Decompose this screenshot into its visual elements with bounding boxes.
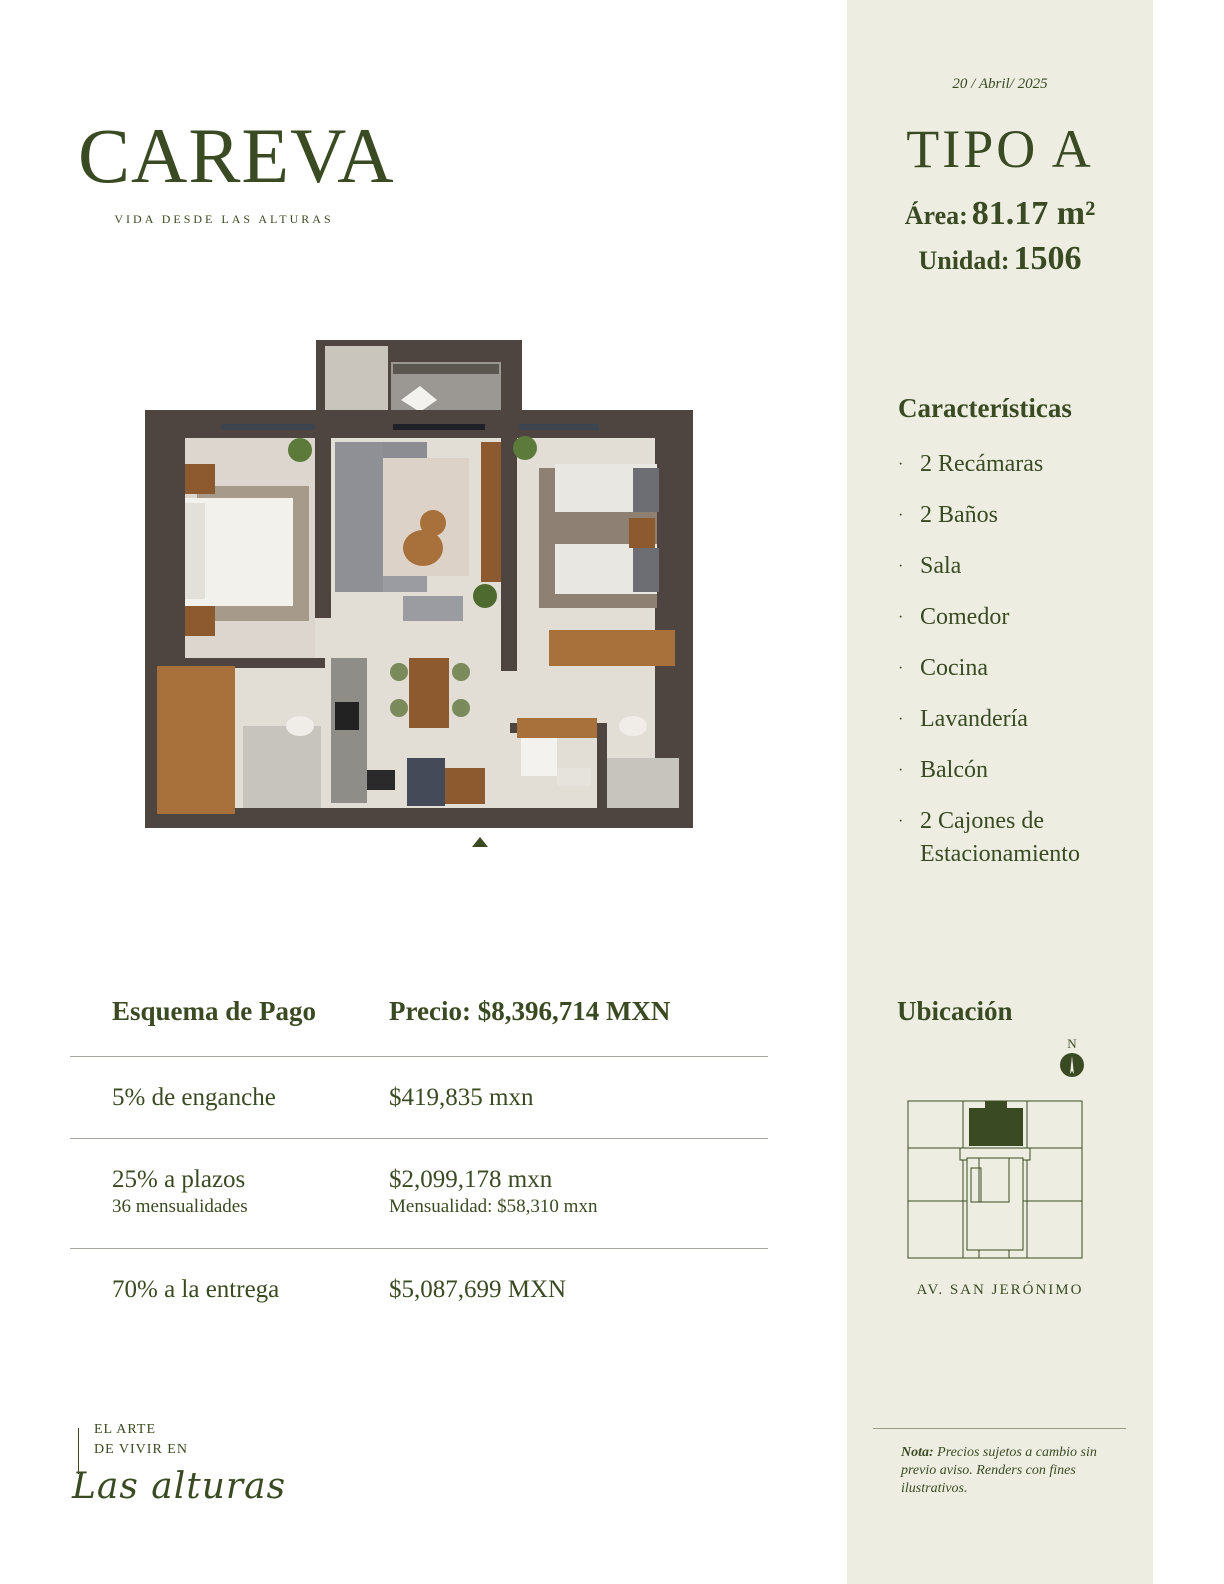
payment-title: Esquema de Pago — [112, 996, 317, 1026]
payment-row — [70, 1057, 768, 1138]
bullet-icon: · — [898, 507, 904, 524]
area-line — [847, 195, 1153, 233]
bullet-icon: · — [898, 456, 904, 473]
slogan-script: Las alturas — [72, 1466, 287, 1507]
divider — [873, 1428, 1126, 1429]
payment-header — [70, 996, 768, 1056]
list-item: · Sala — [898, 550, 1143, 583]
entrance-marker-icon — [472, 837, 488, 847]
note-label: Nota: — [901, 1445, 934, 1460]
area-label: Área: — [904, 201, 968, 230]
payment-row-amount: $419,835 mxn — [389, 1084, 534, 1111]
info-sidebar — [847, 0, 1153, 1584]
bullet-icon: · — [898, 813, 904, 830]
payment-row-label: 70% a la entrega — [112, 1276, 280, 1303]
unit-value: 1506 — [1013, 240, 1082, 277]
street-name: AV. SAN JERÓNIMO — [916, 1282, 1084, 1298]
payment-row-sublabel: 36 mensualidades — [112, 1196, 248, 1217]
list-item: · 2 Baños — [898, 499, 1143, 532]
location-title: Ubicación — [897, 996, 1013, 1026]
list-item: · Lavandería — [898, 703, 1143, 736]
disclaimer-note — [901, 1444, 1111, 1498]
payment-table — [70, 996, 768, 1319]
brand-tagline: VIDA DESDE LAS ALTURAS — [114, 212, 334, 226]
bullet-icon: · — [898, 660, 904, 677]
area-value: 81.17 m² — [971, 195, 1096, 232]
north-compass-icon — [1057, 1036, 1087, 1082]
payment-row-subamount: Mensualidad: $58,310 mxn — [389, 1196, 598, 1217]
list-item: · 2 Cajones de Estacionamiento — [898, 805, 1143, 871]
slogan-line-2: DE VIVIR EN — [94, 1442, 188, 1457]
features-list — [898, 448, 1143, 889]
payment-row-label: 5% de enganche — [112, 1084, 276, 1111]
unit-line — [847, 240, 1153, 278]
list-item: · Cocina — [898, 652, 1143, 685]
features-title: Características — [898, 393, 1072, 423]
payment-row — [70, 1139, 768, 1248]
payment-row-label: 25% a plazos — [112, 1166, 246, 1193]
date: 20 / Abril/ 2025 — [952, 76, 1048, 92]
bullet-icon: · — [898, 711, 904, 728]
compass-arrow-icon — [1059, 1052, 1085, 1078]
payment-row — [70, 1249, 768, 1319]
bullet-icon: · — [898, 558, 904, 575]
north-label: N — [1067, 1036, 1077, 1051]
list-item: · Balcón — [898, 754, 1143, 787]
payment-row-amount: $5,087,699 MXN — [389, 1276, 567, 1303]
payment-row-amount: $2,099,178 mxn — [389, 1166, 553, 1193]
unit-label: Unidad: — [918, 246, 1010, 275]
bullet-icon: · — [898, 762, 904, 779]
list-item: · 2 Recámaras — [898, 448, 1143, 481]
site-map — [905, 1096, 1085, 1262]
list-item: · Comedor — [898, 601, 1143, 634]
brand-logo — [78, 112, 395, 227]
brand-name: CAREVA — [78, 112, 395, 199]
unit-type: TIPO A — [906, 119, 1094, 179]
slogan-line-1: EL ARTE — [94, 1422, 157, 1437]
note-text: Precios sujetos a cambio sin previo aviso. Renders con fines ilustrativos. — [901, 1445, 1097, 1496]
bullet-icon: · — [898, 609, 904, 626]
payment-price: Precio: $8,396,714 MXN — [389, 996, 671, 1026]
floor-plan-image — [145, 338, 693, 828]
